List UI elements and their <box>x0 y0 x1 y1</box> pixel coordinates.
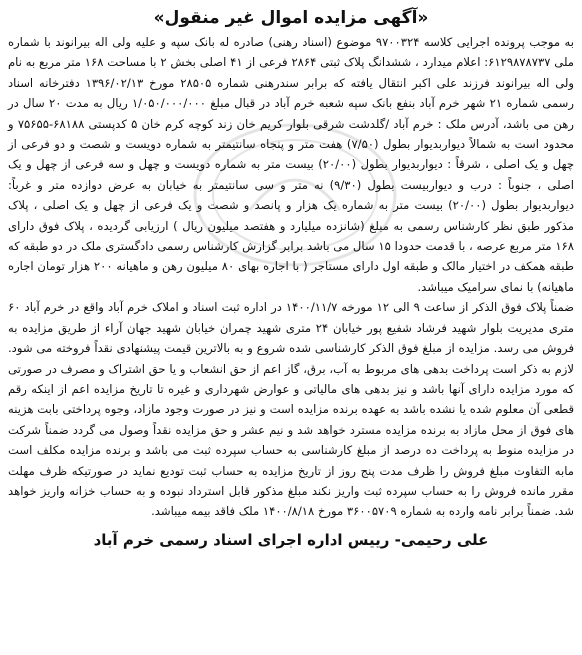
notice-paragraph-property: به موجب پرونده اجرایی کلاسه ۹۷۰۰۳۲۴ موضوع (اسناد رهنی) صادره له بانک سپه و علیه ولی اله بیرانوند با شماره ملی ۶۱۲۹۸۷۸۷۳۷: اعلام میدارد ، ششدانگ پلاک ثبتی ۲۸۶۴ فرعی از ۴۱ اصلی بخش ۲ با مساحت ۱۶۸ متر مربع به نام ولی اله بیرانوند فرزند علی اکبر انتقال یافته که برابر سندرهنی شماره ۲۸۵۰۵ مورخ ۱۳۹۶/۰۲/۱۳ دفترخانه اسناد رسمی شماره ۲۱ شهر خرم آباد بنفع بانک سپه شعبه خرم آباد در قبال مبلغ ۱/۰۵۰/۰۰۰/۰۰۰ ریال به مدت ۲۰ سال در رهن می باشد، آدرس ملک : خرم آباد /گلدشت شرقی بلوار کریم خان زند کوچه کرم خان ۵ کدپستی ۶۸۱۸۸-۷۵۶۵۵ و محدود است به شمالاً دیواربدیوار بطول (۷/۵۰) هفت متر و پنجاه سانتیمتر به شماره دویست و شصت و دو فرعی از چهل و یک اصلی ، شرقاً : دیواربدیوار بطول (۲۰/۰۰) بیست متر به شماره دویست و چهل و سه فرعی از چهل و یک اصلی ، جنوباً : درب و دیواربیست بطول (۹/۳۰) نه متر و سی سانتیمتر به خیابان به عرض دوازده متر و غرباً: دیواربدیوار بطول (۲۰/۰۰) بیست متر به شماره یک هزار و پانصد و شصت و یک فرعی از چهل و یک اصلی ، پلاک مذکور طبق نظر کارشناس رسمی به مبلغ (شانزده میلیارد و هفتصد میلیون ریال ) ارزیابی گردیده ، پلاک فوق دارای ۱۶۸ متر مربع عرصه ، با قدمت حدودا ۱۵ سال می باشد برابر گزارش کارشناس رسمی دادگستری ملک در دو طبقه که طبقه همکف در اختیار مالک و طبقه اول دارای مستاجر ( با اجاره بهای ۸۰ میلیون رهن و ماهیانه ۲۰۰ هزار تومان اجاره ماهیانه) با نمای سرامیک میباشد. <box>8 35 575 294</box>
notice-body <box>8 32 574 522</box>
notice-paragraph-auction-terms: ضمناً پلاک فوق الذکر از ساعت ۹ الی ۱۲ مورخه ۱۴۰۰/۱۱/۷ در اداره ثبت اسناد و املاک خرم آباد واقع در خرم آباد ۶۰ متری مدیریت بلوار شهید فرشاد شفیع پور خیابان ۲۴ متری شهید چمران خیابان شهید جهان آراء از طریق مزایده به فروش می رسد. مزایده از مبلغ فوق الذکر کارشناسی شده شروع و به بالاترین قیمت پیشنهادی نقداً فروخته می شود. لازم به ذکر است پرداخت بدهی های مربوط به آب، برق، گاز اعم از حق انشعاب و یا حق اشتراک و مصرف در صورتی که مورد مزایده دارای آنها باشد و نیز بدهی های مالیاتی و عوارض شهرداری و غیره تا تاریخ مزایده اعم از اینکه رقم قطعی آن معلوم شده یا نشده باشد به عهده برنده مزایده است و نیز در صورت وجود مازاد، وجوه پرداختی بابت هزینه های فوق از محل مازاد به برنده مزایده مسترد خواهد شد و نیم عشر و حق مزایده نقداً وصول می گردد ضمناً شرکت در مزایده منوط به پرداخت ده درصد از مبلغ کارشناسی به حساب سپرده ثبت می باشد و برنده مزایده مکلف است مابه التفاوت مبلغ فروش را ظرف مدت پنج روز از تاریخ مزایده به حساب ثبت تودیع نماید در صورتیکه ظرف مهلت مقرر مانده فروش را به حساب سپرده ثبت واریز نکند مبلغ مذکور قابل استرداد نبوده و به حساب خزانه واریز خواهد شد. ضمناً برابر نامه وارده به شماره ۳۶۰۰۵۷۰۹ مورخ ۱۴۰۰/۸/۱۸ ملک فاقد بیمه میباشد. <box>8 300 574 519</box>
notice-signature: علی رحیمی- رییس اداره اجرای اسناد رسمی خرم آباد <box>93 530 489 549</box>
notice-title: «آگهی مزایده اموال غیر منقول» <box>153 8 429 28</box>
